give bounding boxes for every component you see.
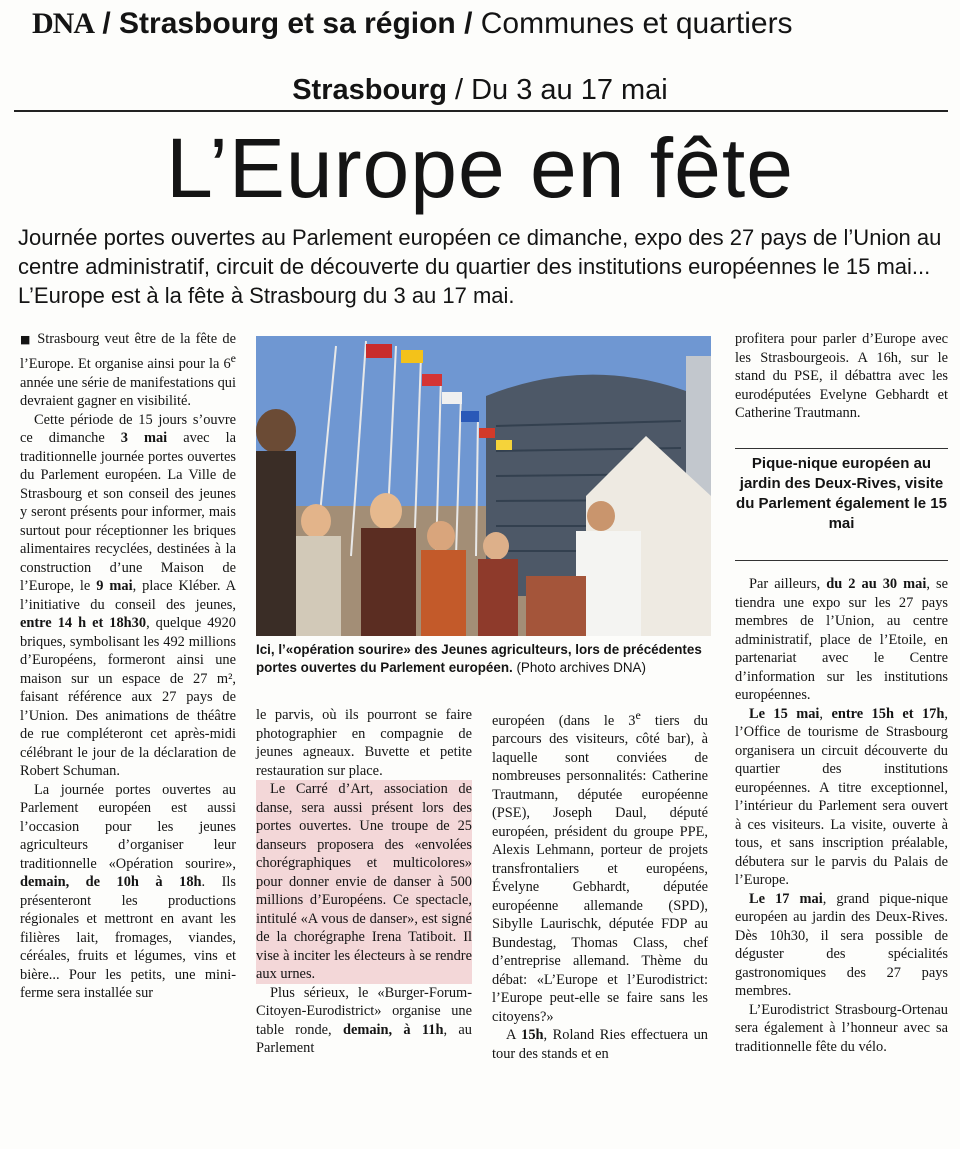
kicker — [0, 72, 960, 108]
photo-caption — [256, 641, 711, 676]
kicker-rule — [14, 110, 948, 112]
bullet-square-icon: ■ — [20, 333, 32, 346]
caption-credit: (Photo archives DNA) — [512, 659, 646, 675]
section-label: / Strasbourg et sa région / — [102, 7, 473, 40]
lead-paragraph: Journée portes ouvertes au Parlement européen ce dimanche, expo des 27 pays de l’Union au centre administratif, circuit de découverte du quartier des institutions européennes le 15 mai... L’Europe est à la fête à Strasbourg du 3 au 17 mai. — [18, 225, 942, 308]
col3-p1: européen (dans le 3e tiers du parcours des visiteurs, côté bar), à laquelle sont conviées de nombreuses personnalités: Catherine Trautmann, députée européenne (PSE), Joseph Daul, député européen, président du groupe PPE, Alexis Lehmann, porteur de projets transfrontaliers et européens, Évelyne Gebhardt, députée européenne allemande (SPD), Sibylle Laurischk, députée FDP au Bundestag, Thomas Class, chef d’entreprise allemand. Thème du débat: «L’Europe et l’Eurodistrict: l’Europe peut-elle se faire sans les citoyens?» — [492, 708, 708, 1025]
col1-p2: Cette période de 15 jours s’ouvre ce dimanche 3 mai avec la traditionnelle journée portes ouvertes du Parlement européen. La Ville de Strasbourg et son conseil des jeunes y seront présents pour informer, mais surtout pour réceptionner les briques alimentaires recyclées, destinées à la construction d’une Maison de l’Europe, le 9 mai, place Kléber. A l’initiative du conseil des jeunes, entre 14 h et 18h30, quelque 4920 briques, symbolisant les 492 millions d’Européens, formeront ainsi une maison sur un espace de 27 m², faisant référence aux 27 pays de l’Union. Des animations de théâtre de rue compléteront cet après-midi célébrant le jour de la déclaration de Robert Schuman. — [20, 411, 236, 780]
col2-p2-highlighted: Le Carré d’Art, association de danse, sera aussi présent lors des portes ouvertes. Une troupe de 25 danseurs proposera des «envolées chorégraphiques et multicolores» pour donner envie de danser à 500 millions d’Européens. Ce spectacle, intitulé «A vous de danser», est signé de la chorégraphe Irena Tatiboit. Il vise à inciter les électeurs à se rendre aux urnes. — [256, 781, 472, 982]
column-4 — [735, 575, 948, 1056]
box-rule-top — [735, 448, 948, 449]
photo-illustration — [256, 336, 711, 636]
col4-p3: Le 17 mai, grand pique-nique européen au jardin des Deux-Rives. Dès 10h30, il sera possible de déguster des spécialités gastronomiques des 27 pays membres. — [735, 890, 948, 999]
col2-p3: Plus sérieux, le «Burger-Forum-Citoyen-Eurodistrict» organise une table ronde, demain, à 11h, au Parlement — [256, 984, 472, 1056]
column-1 — [20, 330, 236, 1003]
col4-p4: L’Eurodistrict Strasbourg-Ortenau sera également à l’honneur avec sa traditionnelle fête du vélo. — [735, 1001, 948, 1055]
box-rule-bottom — [735, 560, 948, 561]
column-4-top — [735, 330, 948, 423]
col2-p1: le parvis, où ils pourront se faire photographier en compagnie de jeunes agneaux. Buvette et petite restauration sur place. — [256, 707, 472, 779]
column-2 — [256, 706, 472, 1058]
col1-p1: Strasbourg veut être de la fête de l’Europe. Et organise ainsi pour la 6e année une série de manifestations qui devraient gagner en visibilité. — [20, 331, 236, 410]
col4-p2: Le 15 mai, entre 15h et 17h, l’Office de tourisme de Strasbourg organisera un circuit découverte du quartier des institutions européennes. A titre exceptionnel, l’intérieur du Parlement sera ouvert à ces visiteurs. La visite, ouverte à tous, et sans inscription préalable, débutera sur le parvis du Palais de l’Europe. — [735, 705, 948, 888]
box-title: Pique-nique européen au jardin des Deux-Rives, visite du Parlement également le 15 mai — [736, 455, 947, 532]
headline: L’Europe en fête — [166, 121, 794, 215]
col1-p3: La journée portes ouvertes au Parlement européen est aussi l’occasion pour les jeunes agriculteurs d’organiser leur traditionnelle «Opération sourire», demain, de 10h à 18h. Ils présenteront les productions régionales et mettront en avant les filières lait, fromages, viandes, céréales, fruits et légumes, vins et bière... Pour les petits, une mini-ferme sera installée sur — [20, 781, 236, 1002]
kicker-dates: / Du 3 au 17 mai — [454, 74, 668, 106]
col4-p1: Par ailleurs, du 2 au 30 mai, se tiendra une expo sur les 27 pays membres de l’Union, au centre administratif, place de l’Etoile, en partenariat avec le Centre d’information sur les institutions européennes. — [735, 576, 948, 703]
caption-text: Ici, l’«opération sourire» des Jeunes agriculteurs, lors de précédentes portes ouvertes du Parlement européen. — [256, 642, 702, 675]
col4-p0: profitera pour parler d’Europe avec les Strasbourgeois. A 16h, sur le stand du PSE, il débattra avec les eurodéputées Evelyne Gebhardt et Catherine Trautmann. — [735, 331, 948, 421]
parliament-photo — [256, 336, 711, 636]
column-3 — [492, 706, 708, 1063]
col3-p2: A 15h, Roland Ries effectuera un tour des stands et en — [492, 1027, 708, 1062]
kicker-place: Strasbourg — [292, 74, 447, 106]
subsection-label: Communes et quartiers — [480, 7, 793, 40]
dna-logo: DNA — [32, 7, 94, 40]
masthead — [32, 4, 932, 44]
